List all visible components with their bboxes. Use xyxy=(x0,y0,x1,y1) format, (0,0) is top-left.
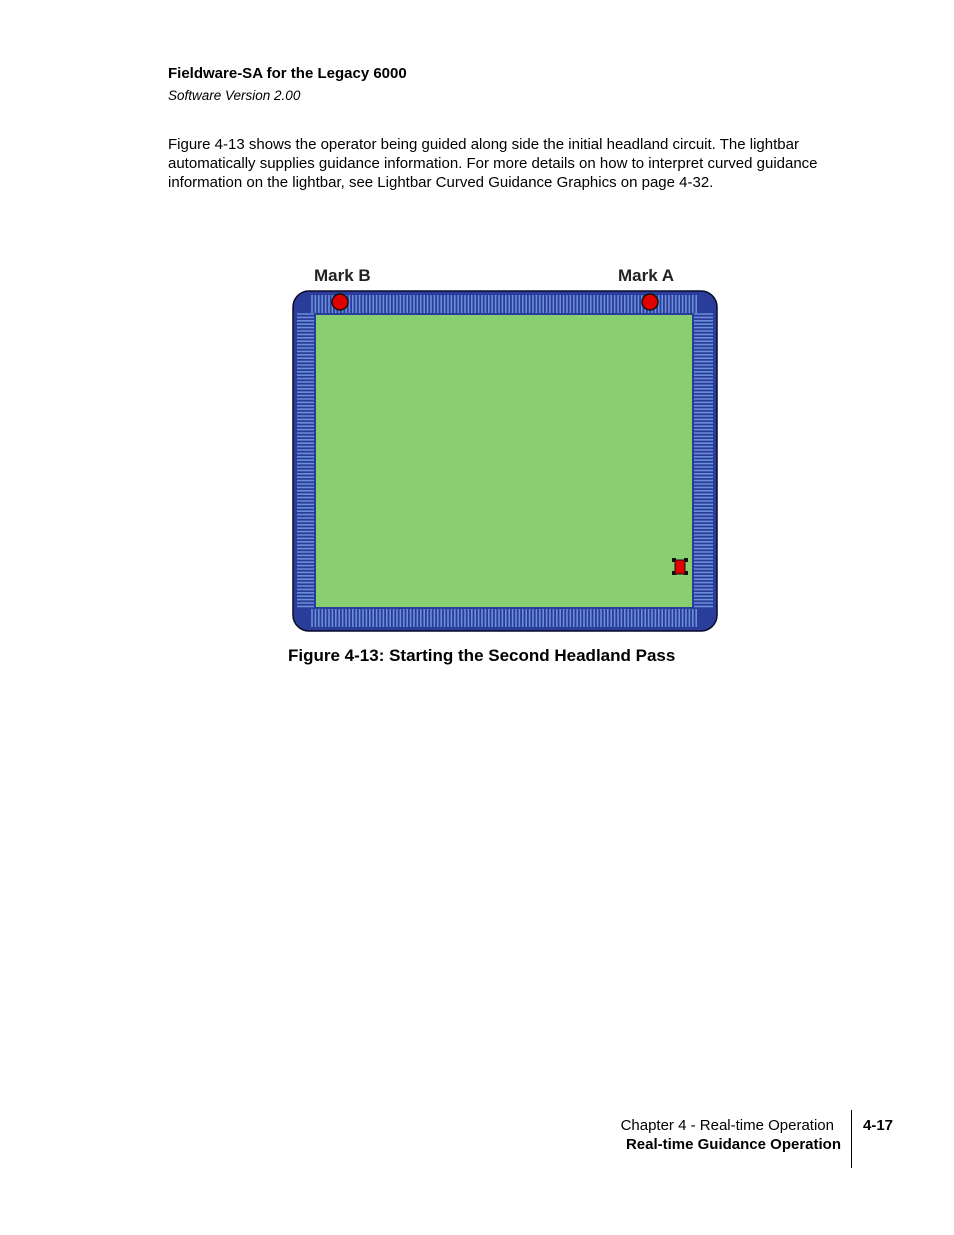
mark-a-label: Mark A xyxy=(618,266,675,285)
mark-a-marker xyxy=(642,294,658,310)
figure-caption: Figure 4-13: Starting the Second Headland Pass xyxy=(288,646,676,665)
headland-stripes-right xyxy=(694,314,713,606)
headland-stripes-left xyxy=(297,314,314,606)
software-version: Software Version 2.00 xyxy=(168,88,301,103)
headland-figure xyxy=(288,258,724,638)
mark-b-marker xyxy=(332,294,348,310)
footer-chapter: Chapter 4 - Real-time Operation xyxy=(620,1117,834,1134)
field-area xyxy=(316,315,692,607)
body-paragraph: Figure 4-13 shows the operator being guided along side the initial headland circuit. The lightbar automatically supplies guidance information. For more details on how to interpret curved guidance information on the lightbar, see Lightbar Curved Guidance Graphics on page 4-32. xyxy=(168,136,818,191)
footer-section: Real-time Guidance Operation xyxy=(625,1136,841,1153)
field-diagram xyxy=(288,258,724,638)
document-title: Fieldware-SA for the Legacy 6000 xyxy=(168,65,407,82)
mark-b-label: Mark B xyxy=(314,266,371,285)
page-number: 4-17 xyxy=(863,1117,894,1134)
footer-divider xyxy=(851,1110,852,1168)
